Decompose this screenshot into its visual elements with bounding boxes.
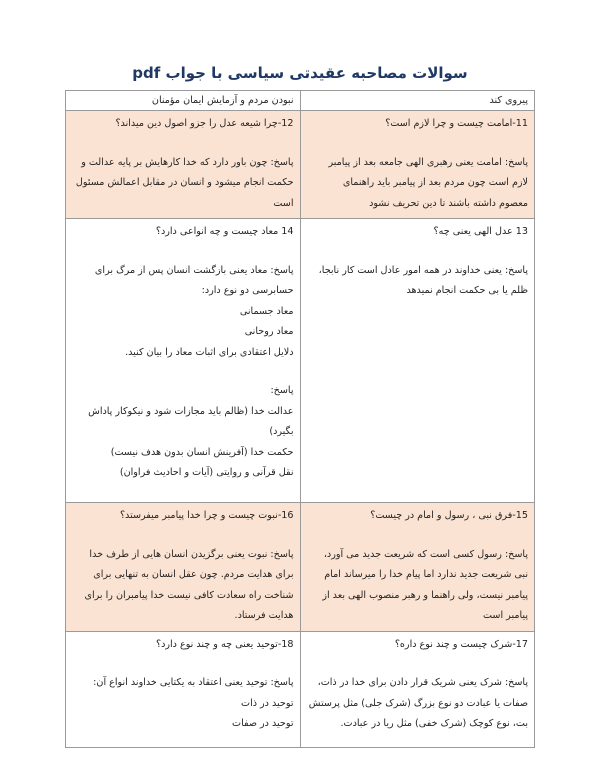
answer-line: توحید در صفات bbox=[232, 718, 294, 729]
spacer bbox=[307, 527, 529, 545]
answer-line: توحید در ذات bbox=[241, 697, 294, 709]
spacer bbox=[307, 655, 529, 673]
qa-table bbox=[65, 90, 535, 748]
header-cell-right: پیروی کند bbox=[300, 91, 535, 111]
answer-line: پاسخ: معاد یعنی بازگشت انسان پس از مرگ برای bbox=[94, 264, 294, 276]
question-text: 14 معاد چیست و چه انواعی دارد؟ bbox=[155, 226, 294, 237]
answer-line: صفات یا عبادت دو نوع بزرگ (شرک جلی) مثل پرستش bbox=[308, 697, 528, 709]
qa-cell-left bbox=[66, 219, 301, 503]
answer-line: بگیرد) bbox=[269, 426, 294, 437]
question-text: 17-شرک چیست و چند نوع داره؟ bbox=[394, 638, 528, 650]
table-row bbox=[66, 111, 535, 219]
table-header-row bbox=[66, 91, 535, 111]
question-text: 15-فرق نبی ، رسول و امام در چیست؟ bbox=[370, 510, 528, 521]
answer-line: پاسخ: شرک یعنی شریک قرار دادن برای خدا در ذات، bbox=[317, 677, 528, 688]
spacer bbox=[307, 135, 529, 153]
answer-line: نبی شریعت جدید ندارد اما پیام خدا را میرساند امام bbox=[324, 569, 528, 580]
question-text: 18-توحید یعنی چه و چند نوع دارد؟ bbox=[155, 638, 294, 650]
answer-line: برای هدایت مردم. چون عقل انسان به تنهایی برای bbox=[93, 569, 294, 580]
answer-line: دلایل اعتقادی برای اثبات معاد را بیان کنید. bbox=[125, 346, 294, 358]
answer-line: پاسخ: چون باور دارد که خدا کارهایش بر پایه عدالت و bbox=[81, 156, 294, 168]
qa-cell-left bbox=[66, 111, 301, 219]
answer-line: هدایت فرستاد. bbox=[234, 610, 294, 621]
answer-line: پیامبر است bbox=[483, 610, 528, 621]
qa-cell-left bbox=[66, 631, 301, 747]
answer-line: پاسخ: امامت یعنی رهبری الهی جامعه بعد از پیامبر bbox=[328, 156, 528, 168]
answer-line bbox=[72, 363, 294, 381]
page-title: سوالات مصاحبه عقیدتی سیاسی با جواب pdf bbox=[132, 64, 468, 82]
spacer bbox=[72, 243, 294, 261]
answer-line: ظلم یا بی حکمت انجام نمیدهد bbox=[406, 285, 528, 296]
answer-line: معصوم داشته باشند تا دین تحریف نشود bbox=[369, 197, 528, 209]
qa-cell-right bbox=[300, 111, 535, 219]
answer-line: معاد روحانی bbox=[244, 326, 294, 337]
qa-cell-right bbox=[300, 503, 535, 632]
answer-line: پیامبر نیست، ولی راهنما و رهبر منصوب الهی بعد از bbox=[322, 589, 528, 601]
table-row bbox=[66, 219, 535, 503]
spacer bbox=[72, 655, 294, 673]
answer-line: معاد جسمانی bbox=[239, 305, 294, 317]
header-cell-left: نبودن مردم و آزمایش ایمان مؤمنان bbox=[66, 91, 301, 111]
answer-line: حکمت انجام میشود و انسان در مقابل اعمالش مسئول bbox=[75, 177, 294, 188]
answer-line: پاسخ: رسول کسی است که شریعت جدید می آورد، bbox=[323, 548, 528, 560]
answer-line: شناخت راه سعادت کافی نیست خدا پیامبران را برای bbox=[84, 589, 294, 601]
answer-line: حسابرسی دو نوع دارد: bbox=[201, 285, 294, 296]
qa-cell-right bbox=[300, 631, 535, 747]
qa-cell-left bbox=[66, 503, 301, 632]
spacer bbox=[307, 243, 529, 261]
spacer bbox=[72, 135, 294, 153]
spacer bbox=[72, 527, 294, 545]
answer-line: حکمت خدا (آفرینش انسان بدون هدف نیست) bbox=[110, 446, 294, 458]
answer-line: پاسخ: bbox=[270, 385, 294, 396]
question-text: 12-چرا شیعه عدل را جزو اصول دین میداند؟ bbox=[115, 118, 294, 129]
answer-line: لازم است چون مردم بعد از پیامبر باید راهنمای bbox=[342, 177, 528, 188]
answer-line: پاسخ: یعنی خداوند در همه امور عادل است کار نابجا، bbox=[318, 264, 528, 276]
answer-line: بت، نوع کوچک (شرک خفی) مثل ریا در عبادت. bbox=[340, 718, 528, 729]
question-text: 16-نبوت چیست و چرا خدا پیامبر میفرستد؟ bbox=[119, 510, 294, 521]
question-text: 11-امامت چیست و چرا لازم است؟ bbox=[385, 118, 528, 129]
table-row bbox=[66, 503, 535, 632]
table-row bbox=[66, 631, 535, 747]
qa-cell-right bbox=[300, 219, 535, 503]
answer-line: نقل قرآنی و روایتی (آیات و احادیث فراوان) bbox=[119, 467, 294, 478]
answer-line: عدالت خدا (ظالم باید مجازات شود و نیکوکار پاداش bbox=[88, 405, 294, 417]
answer-line: است bbox=[273, 197, 294, 209]
answer-line: پاسخ: نبوت یعنی برگزیدن انسان هایی از طرف خدا bbox=[89, 548, 294, 560]
answer-line: پاسخ: توحید یعنی اعتقاد به یکتایی خداوند انواع آن: bbox=[93, 677, 294, 688]
question-text: 13 عدل الهی یعنی چه؟ bbox=[433, 226, 528, 237]
